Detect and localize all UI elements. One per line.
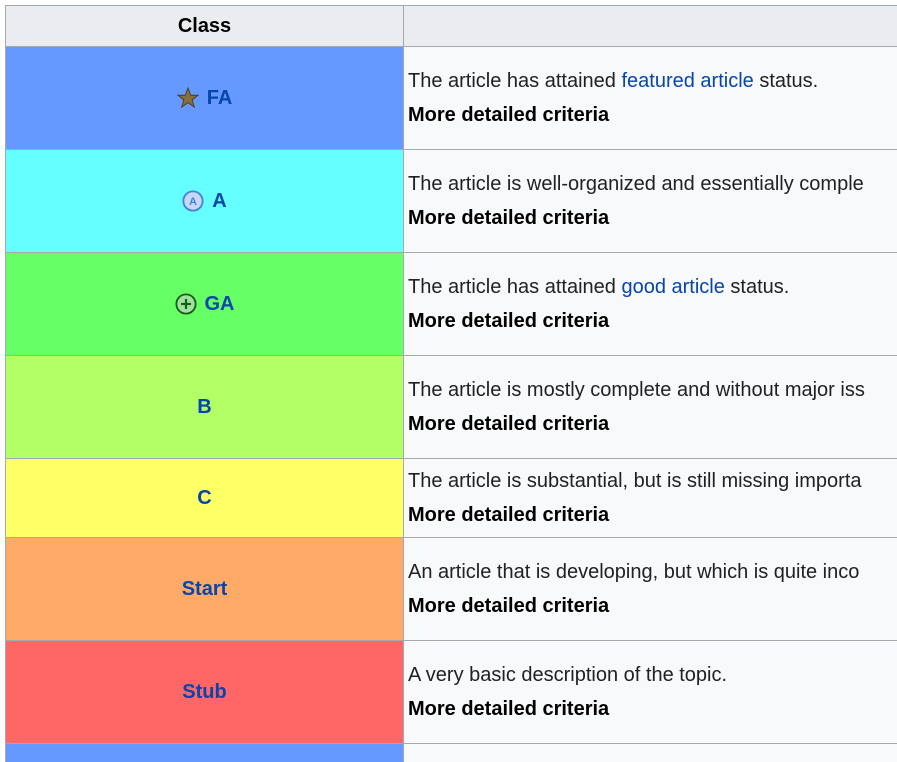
description-text: The article is well-organized and essentially comple (408, 173, 864, 195)
description-text-after: status. (753, 70, 819, 92)
description-cell-stub (404, 641, 897, 743)
class-cell-start (6, 538, 404, 640)
description-text-before: The article has attained (408, 276, 622, 298)
description-text: An article that is developing, but which is quite inco (408, 561, 860, 583)
criteria-link[interactable]: More detailed criteria (408, 698, 610, 720)
class-link-stub[interactable]: Stub (182, 680, 227, 703)
criteria-link[interactable]: More detailed criteria (408, 310, 610, 332)
table-row-ga (6, 253, 897, 356)
class-link-c[interactable]: C (197, 486, 212, 509)
class-cell-stub (6, 641, 404, 743)
class-column-header: Class (6, 6, 404, 46)
table-row-fa (6, 47, 897, 150)
quality-scale-table (5, 5, 897, 762)
class-cell-fa (6, 47, 404, 149)
description-cell-a (404, 150, 897, 252)
class-link-start[interactable]: Start (181, 577, 228, 600)
description-text-before: The article has attained (408, 70, 622, 92)
good-article-link[interactable]: good article (621, 276, 725, 298)
class-link-fa[interactable]: FA (206, 86, 233, 109)
table-row-stub (6, 641, 897, 744)
description-text: A very basic description of the topic. (408, 664, 728, 686)
description-text: The article is substantial, but is still missing importa (408, 470, 862, 492)
description-cell-next (404, 744, 897, 762)
description-column-header (404, 6, 897, 46)
criteria-link[interactable]: More detailed criteria (408, 504, 610, 526)
a-class-icon (182, 190, 204, 212)
criteria-link[interactable]: More detailed criteria (408, 207, 610, 229)
description-text: The article is mostly complete and without major iss (408, 379, 865, 401)
table-row-next (6, 744, 897, 762)
criteria-link[interactable]: More detailed criteria (408, 104, 610, 126)
class-cell-b (6, 356, 404, 458)
class-link-a[interactable]: A (212, 189, 227, 212)
description-text-after: status. (724, 276, 790, 298)
description-cell-c (404, 459, 897, 537)
plus-circle-icon (175, 293, 197, 315)
class-link-ga[interactable]: GA (204, 292, 235, 315)
table-row-b (6, 356, 897, 459)
criteria-link[interactable]: More detailed criteria (408, 595, 610, 617)
description-cell-fa (404, 47, 897, 149)
featured-article-link[interactable]: featured article (621, 70, 754, 92)
class-cell-a (6, 150, 404, 252)
svg-text:A: A (189, 196, 198, 209)
description-cell-start (404, 538, 897, 640)
description-cell-ga (404, 253, 897, 355)
criteria-link[interactable]: More detailed criteria (408, 413, 610, 435)
class-cell-next (6, 744, 404, 762)
description-text (408, 270, 897, 304)
description-cell-b (404, 356, 897, 458)
class-cell-c (6, 459, 404, 537)
table-row-c (6, 459, 897, 538)
table-header-row (6, 6, 897, 47)
class-link-b[interactable]: B (197, 395, 212, 418)
description-text (408, 64, 897, 98)
class-cell-ga (6, 253, 404, 355)
table-row-start (6, 538, 897, 641)
table-row-a (6, 150, 897, 253)
star-icon (177, 87, 199, 109)
